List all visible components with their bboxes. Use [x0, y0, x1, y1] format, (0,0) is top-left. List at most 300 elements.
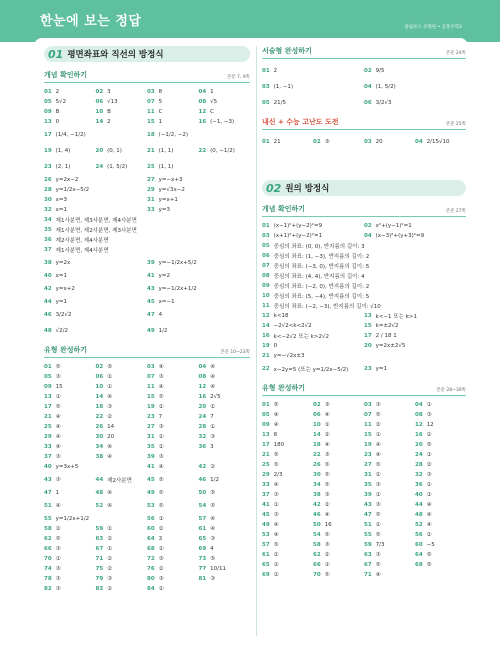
question-number: 37 — [262, 492, 270, 498]
question-number: 37 — [44, 247, 52, 253]
question-number: 66 — [44, 546, 52, 552]
question-number: 03 — [262, 84, 270, 90]
answer-row — [262, 520, 466, 530]
answer-row — [44, 195, 250, 205]
answer-item — [415, 482, 466, 488]
answer-row — [262, 550, 466, 560]
question-number: 44 — [95, 477, 104, 483]
answer-item — [262, 100, 364, 106]
answer-item — [313, 552, 364, 558]
answer-value: 2 — [273, 68, 278, 74]
answer-item — [147, 299, 250, 305]
subsection-header — [262, 204, 466, 217]
answer-item — [262, 512, 313, 518]
question-number: 16 — [415, 432, 423, 438]
answer-item — [44, 424, 96, 430]
answer-item — [262, 502, 313, 508]
question-number: 28 — [44, 187, 52, 193]
question-number: 09 — [262, 283, 270, 289]
subsection-page-ref: 본문 28~39쪽 — [436, 388, 466, 393]
answer-row — [44, 524, 250, 534]
answer-value: ② — [375, 522, 381, 528]
answer-value: (0, −1/2) — [210, 148, 235, 154]
answer-item — [199, 89, 251, 95]
answer-value: ③ — [158, 576, 164, 582]
answer-item — [262, 252, 466, 260]
answer-item — [415, 532, 466, 538]
answer-value: ③ — [210, 536, 216, 542]
question-number: 07 — [262, 263, 270, 269]
answer-value: ② — [107, 586, 113, 592]
answer-item — [364, 472, 415, 478]
answer-item — [364, 542, 415, 548]
answer-value: ④ — [107, 490, 113, 496]
answer-row — [44, 281, 250, 297]
answer-row — [44, 307, 250, 323]
question-number: 51 — [44, 503, 52, 509]
answer-value: 12 — [426, 422, 434, 428]
answer-row — [262, 410, 466, 420]
question-number: 65 — [262, 562, 270, 568]
answer-value: 15 — [55, 384, 63, 390]
question-number: 52 — [415, 522, 423, 528]
question-number: 05 — [262, 100, 270, 106]
question-number: 57 — [262, 542, 270, 548]
question-number: 49 — [147, 328, 155, 334]
question-number: 45 — [262, 512, 270, 518]
question-number: 21 — [44, 414, 52, 420]
question-number: 80 — [147, 576, 155, 582]
answer-item — [96, 99, 148, 105]
answer-row — [44, 584, 250, 594]
answer-item — [44, 576, 96, 582]
answer-value: ① — [324, 562, 330, 568]
answer-item — [44, 516, 96, 522]
answer-row — [262, 560, 466, 570]
page-subtitle: 올림포스 유형편 • 공통수학2 — [404, 25, 462, 30]
answer-value: ② — [158, 586, 164, 592]
question-number: 68 — [147, 546, 155, 552]
answer-item — [96, 566, 148, 572]
answer-row — [262, 221, 466, 231]
subsection-page-ref: 본문 24쪽 — [445, 51, 466, 56]
answer-item — [44, 503, 96, 509]
answer-value: ④ — [107, 394, 113, 400]
question-number: 61 — [198, 526, 207, 532]
question-number: 39 — [147, 454, 155, 460]
answer-row — [44, 564, 250, 574]
answer-row — [44, 412, 250, 422]
answer-item — [313, 412, 364, 418]
question-number: 21 — [262, 353, 270, 359]
question-number: 79 — [95, 576, 104, 582]
answer-item — [199, 556, 251, 562]
answer-value: ④ — [210, 384, 216, 390]
section-number: 01 — [48, 47, 64, 61]
answer-item — [44, 187, 147, 193]
answer-item — [313, 452, 364, 458]
answer-item — [96, 414, 148, 420]
answer-item — [147, 132, 250, 138]
question-number: 58 — [313, 542, 321, 548]
answer-value: ④ — [210, 374, 216, 380]
question-number: 02 — [313, 139, 321, 145]
answer-value: ⑤ — [324, 472, 330, 478]
question-number: 22 — [198, 148, 207, 154]
question-number: 55 — [44, 516, 52, 522]
answer-value: ② — [55, 526, 61, 532]
subsection-page-ref: 본문 27쪽 — [445, 209, 466, 214]
answer-value: y=x+2 — [55, 286, 75, 292]
answer-value: ④ — [210, 364, 216, 370]
answer-item — [147, 109, 199, 115]
answer-item — [262, 365, 364, 373]
answer-item — [44, 394, 96, 400]
answer-value: ⑤ — [107, 364, 113, 370]
question-number: 35 — [364, 482, 372, 488]
answer-value: y=1/2x+1/2 — [55, 516, 90, 522]
answer-row — [44, 452, 250, 462]
answer-item — [262, 313, 364, 319]
question-number: 39 — [147, 260, 155, 266]
answer-value: 7 — [210, 414, 214, 420]
answer-value: ⑤ — [324, 532, 330, 538]
answer-value: ④ — [107, 503, 113, 509]
answer-value: ③ — [375, 482, 381, 488]
answer-value: ④ — [210, 526, 216, 532]
question-number: 22 — [95, 414, 104, 420]
answer-row — [262, 361, 466, 377]
answer-value: ④ — [324, 512, 330, 518]
question-number: 13 — [262, 432, 270, 438]
question-number: 01 — [262, 402, 270, 408]
answer-item — [262, 292, 466, 300]
question-number: 74 — [44, 566, 52, 572]
answer-item — [415, 542, 466, 548]
answer-value: ⑤ — [273, 402, 279, 408]
question-number: 20 — [415, 442, 423, 448]
answer-item — [313, 532, 364, 538]
question-number: 46 — [198, 477, 207, 483]
answer-item — [44, 132, 147, 138]
question-number: 11 — [147, 384, 155, 390]
answer-item — [415, 502, 466, 508]
question-number: 47 — [364, 512, 372, 518]
subsection-title: 유형 완성하기 — [262, 384, 306, 392]
question-number: 43 — [364, 502, 372, 508]
answer-item — [44, 384, 96, 390]
answer-item — [199, 576, 251, 582]
answer-item — [364, 562, 415, 568]
question-number: 27 — [147, 424, 155, 430]
answer-item — [44, 164, 96, 170]
question-number: 22 — [313, 452, 321, 458]
answer-item — [262, 353, 466, 359]
question-number: 01 — [262, 139, 270, 145]
answer-item — [199, 566, 251, 572]
answer-value: ④ — [273, 482, 279, 488]
question-number: 81 — [198, 576, 207, 582]
answer-row — [44, 442, 250, 452]
answer-value: ⑤ — [158, 503, 164, 509]
answer-item — [147, 464, 199, 470]
answer-value: 3/2√2 — [55, 312, 72, 318]
answer-item — [415, 412, 466, 418]
answer-row — [262, 291, 466, 301]
question-number: 22 — [262, 366, 270, 372]
question-number: 26 — [44, 177, 52, 183]
answer-item — [44, 556, 96, 562]
answer-value: 2/3 — [273, 472, 283, 478]
answer-item — [262, 412, 313, 418]
question-number: 30 — [313, 472, 321, 478]
answer-value: C — [210, 109, 214, 115]
answer-row — [44, 143, 250, 159]
answer-value: ③ — [375, 552, 381, 558]
answer-value: ② — [158, 434, 164, 440]
question-number: 44 — [44, 299, 52, 305]
question-number: 43 — [44, 477, 52, 483]
question-number: 08 — [198, 374, 207, 380]
answer-row — [44, 462, 250, 472]
answer-value: y=−1/2x+1/2 — [158, 286, 197, 292]
question-number: 47 — [147, 312, 155, 318]
answer-item — [199, 394, 251, 400]
question-number: 62 — [44, 536, 52, 542]
answer-item — [96, 434, 148, 440]
question-number: 07 — [364, 412, 372, 418]
answer-item — [147, 394, 199, 400]
answer-value: ① — [55, 556, 61, 562]
answer-item — [262, 402, 313, 408]
answer-value: x=3 — [55, 197, 68, 203]
answer-value: ⑤ — [375, 512, 381, 518]
answer-value: ① — [426, 402, 432, 408]
answer-item — [147, 177, 250, 183]
answer-value: ② — [107, 556, 113, 562]
question-number: 12 — [262, 313, 270, 319]
answer-item — [262, 462, 313, 468]
question-number: 02 — [364, 68, 372, 74]
answer-value: 중심의 좌표: (−2, 0), 반지름의 길이: 2 — [273, 284, 370, 290]
question-number: 50 — [313, 522, 321, 528]
subsection-header — [262, 117, 466, 130]
answer-item — [147, 404, 199, 410]
answer-item — [415, 512, 466, 518]
answer-item — [262, 472, 313, 478]
subsection-title: 개념 확인하기 — [44, 71, 88, 79]
answer-value: ③ — [426, 472, 432, 478]
answer-value: ① — [107, 526, 113, 532]
question-number: 14 — [95, 394, 104, 400]
answer-value: C — [158, 109, 163, 115]
answer-item — [199, 384, 251, 390]
question-number: 20 — [198, 404, 207, 410]
answer-value: (1, 4) — [55, 148, 71, 154]
answer-value: ① — [324, 422, 330, 428]
question-number: 49 — [262, 522, 270, 528]
answer-item — [262, 432, 313, 438]
answer-item — [313, 472, 364, 478]
answer-row — [262, 540, 466, 550]
answer-value: 1/2 — [158, 328, 168, 334]
answer-value: ③ — [158, 556, 164, 562]
answer-value: ⑤ — [158, 490, 164, 496]
question-number: 59 — [364, 542, 372, 548]
answer-value: y=3x+5 — [55, 464, 79, 470]
answer-value: k<−2√2 또는 k>2√2 — [273, 334, 329, 340]
question-number: 09 — [44, 109, 52, 115]
answer-item — [96, 476, 148, 484]
answer-value: ④ — [426, 512, 432, 518]
answer-item — [415, 562, 466, 568]
answer-item — [415, 452, 466, 458]
question-number: 28 — [198, 424, 207, 430]
question-number: 04 — [198, 89, 207, 95]
answer-row — [262, 251, 466, 261]
question-number: 23 — [364, 366, 372, 372]
answer-value: ② — [107, 414, 113, 420]
answer-value: 중심의 좌표: (5, −4), 반지름의 길이: 5 — [273, 294, 370, 300]
question-number: 38 — [44, 260, 52, 266]
answer-value: 20 — [107, 434, 115, 440]
answer-value: ④ — [375, 442, 381, 448]
question-number: 41 — [262, 502, 270, 508]
question-number: 15 — [147, 394, 155, 400]
answer-item — [96, 89, 148, 95]
answer-item — [44, 246, 250, 254]
question-number: 59 — [95, 526, 104, 532]
answer-value: ③ — [324, 492, 330, 498]
answer-item — [262, 422, 313, 428]
answer-item — [147, 286, 250, 292]
answer-row — [44, 107, 250, 117]
answer-item — [262, 84, 364, 90]
question-number: 19 — [147, 404, 155, 410]
question-number: 04 — [415, 139, 423, 145]
answer-value: ② — [158, 566, 164, 572]
answer-value: ⑤ — [375, 412, 381, 418]
answer-item — [147, 516, 199, 522]
answer-row — [44, 574, 250, 584]
answer-item — [96, 148, 148, 154]
answer-value: √2/2 — [55, 328, 69, 334]
answer-value: ⑤ — [375, 462, 381, 468]
answer-value: ③ — [55, 576, 61, 582]
question-number: 33 — [262, 482, 270, 488]
question-number: 03 — [147, 89, 155, 95]
answer-row — [44, 175, 250, 185]
question-number: 42 — [198, 464, 207, 470]
answer-value: ② — [375, 472, 381, 478]
question-number: 30 — [44, 197, 52, 203]
question-number: 15 — [147, 119, 155, 125]
answer-item — [199, 148, 251, 154]
question-number: 16 — [198, 119, 207, 125]
answer-item — [364, 502, 415, 508]
answer-value: ④ — [107, 454, 113, 460]
question-number: 19 — [364, 442, 372, 448]
answer-value: ② — [324, 552, 330, 558]
column-divider — [256, 46, 257, 636]
subsection-page-ref: 본문 10~23쪽 — [220, 350, 250, 355]
answer-item — [364, 100, 466, 106]
section-number: 02 — [266, 181, 282, 195]
question-number: 06 — [313, 412, 321, 418]
question-number: 26 — [95, 424, 104, 430]
answer-item — [364, 512, 415, 518]
answer-value: ② — [426, 432, 432, 438]
answer-item — [364, 402, 415, 408]
question-number: 65 — [198, 536, 207, 542]
answer-item — [313, 432, 364, 438]
question-number: 48 — [415, 512, 423, 518]
question-number: 13 — [44, 394, 52, 400]
answer-row — [262, 241, 466, 251]
answer-value: ② — [273, 552, 279, 558]
answer-value: x=1 — [55, 273, 68, 279]
answer-item — [262, 522, 313, 528]
right-column — [262, 46, 466, 580]
answer-item — [364, 522, 415, 528]
question-number: 30 — [95, 434, 104, 440]
answer-item — [199, 477, 251, 483]
answer-value: ③ — [107, 404, 113, 410]
answer-row — [44, 215, 250, 225]
question-number: 23 — [364, 452, 372, 458]
question-number: 26 — [313, 462, 321, 468]
answer-row — [262, 231, 466, 241]
question-number: 15 — [364, 323, 372, 329]
answer-item — [313, 482, 364, 488]
answer-value: ① — [158, 516, 164, 522]
answer-value: 0 — [273, 343, 278, 349]
question-number: 01 — [44, 364, 52, 370]
answer-row — [44, 422, 250, 432]
question-number: 17 — [364, 333, 372, 339]
answer-value: (−1, −3) — [210, 119, 235, 125]
answer-value: 8 — [158, 89, 163, 95]
answer-row — [262, 490, 466, 500]
answer-value: ③ — [324, 139, 330, 145]
answer-item — [44, 374, 96, 380]
question-number: 63 — [364, 552, 372, 558]
answer-item — [96, 374, 148, 380]
question-number: 31 — [147, 434, 155, 440]
answer-value: 7/3 — [375, 542, 385, 548]
question-number: 27 — [147, 177, 155, 183]
answer-item — [364, 572, 415, 578]
answer-item — [96, 404, 148, 410]
answer-value: 7 — [158, 414, 163, 420]
answer-value: (1/4, −1/2) — [55, 132, 86, 138]
answer-item — [44, 328, 147, 334]
question-number: 38 — [313, 492, 321, 498]
answer-item — [199, 364, 251, 370]
question-number: 06 — [95, 374, 104, 380]
answer-row — [262, 450, 466, 460]
question-number: 53 — [147, 503, 155, 509]
subsection-header — [262, 46, 466, 59]
question-number: 01 — [262, 68, 270, 74]
question-number: 11 — [147, 109, 155, 115]
question-number: 32 — [198, 434, 207, 440]
answer-row — [44, 235, 250, 245]
question-number: 70 — [44, 556, 52, 562]
answer-value: 5√2 — [55, 99, 67, 105]
answer-value: ② — [426, 532, 432, 538]
answer-item — [262, 139, 313, 145]
